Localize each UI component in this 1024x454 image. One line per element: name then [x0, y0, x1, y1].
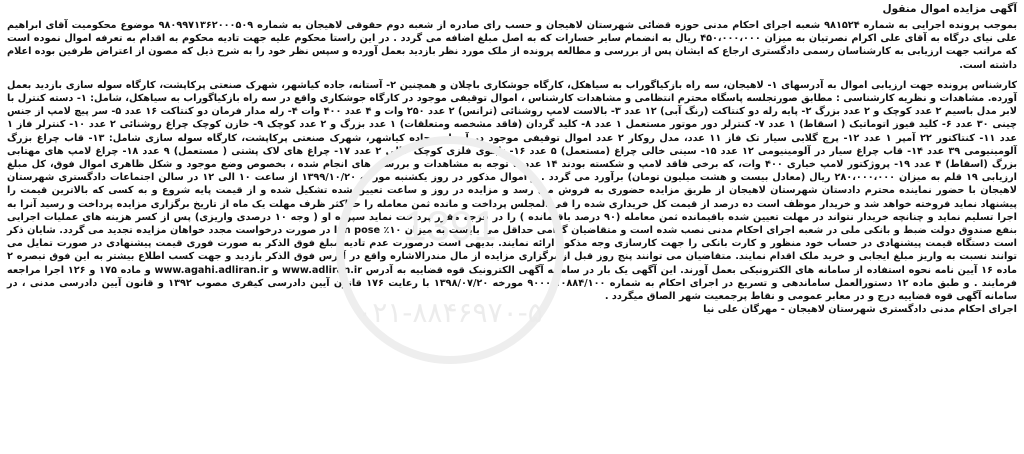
watermark-year-text: 1391 [403, 202, 497, 249]
notice-paragraph-1: بموجب پرونده اجرایی به شماره ۹۸۱۵۲۴ شعبه اجرای احکام مدنی حوزه قضائی شهرستان لاهیجان و حسب رای صادره از شعبه دوم حقوقی لاهیجان به شماره ۹۸۰۹۹۷۱۳۶۲۰۰۰۵۰۹ موضوع محکومیت آقای ابراهیم علی نیای درگاه به آقای علی اکرام نصرتیان به میزان ۴۵۰،۰۰۰،۰۰۰ ریال به انضمام سایر خسارات که به اصل مبلغ اضافه می گردد . در این راستا محکوم علیه جهت تادیه محکوم به اقدام به تعرفه اموال نموده است که مراتب جهت ارزیابی به کارشناسان رسمی دادگستری ارجاع که ایشان پس از بررسی و مطالعه پرونده از ملک مورد نظر بازدید بعمل آورده و سپس نظر خود را به شرح ذیل که مصون از اعتراض طرفین بوده اعلام داشته است. [7, 20, 1018, 71]
notice-signature: اجرای احکام مدنی دادگستری شهرستان لاهیجان - مهرگان علی نیا [703, 304, 1017, 316]
watermark-phone-text: ۰۲۱-۸۸۴۶۹۷۰-۵ [357, 296, 543, 329]
notice-title: آگهی مزایده اموال منقول [882, 3, 1017, 15]
notice-paragraph-2: کارشناس پرونده جهت ارزیابی اموال به آدرسهای ۱- لاهیجان، سه راه بازکیاگوراب به سیاهکل، کارگاه جوشکاری باچلان و همچنین ۲- آستانه، جاده کیاشهر، شهرک صنعتی پرکاپشت، کارگاه سوله سازی بازدید بعمل آورده. مشاهدات و نظریه کارشناسی : مطابق صورتجلسه پاسگاه محترم انتظامی و مشاهدات کارشناس ، اموال توقیفی موجود در کارگاه جوشکاری واقع در سه راه بازکیاگوراب به سیاهکل، شامل: ۱- دسته کنترل با لابر مدل باسیم ۲ عدد کوچک و ۲ عدد بزرگ ۲- پایه رله دو کنتاکت (رنگ آبی) ۱۲ عدد ۳- بالاست لامپ روشنائی (ترانس) ۲ عدد ۲۵۰ وات و ۴ عدد ۴۰۰ وات ۴- رله مدار فرمان دو کنتاکت ۱۶ عدد ۵- سر پیچ لامپ از جنس چینی ۳۰ عدد ۶- کلید فیوز اتوماتیک ( اسقاط) ۱ عدد ۷- کنترلر دور موتور مستعمل ۱ عدد ۸- کلید گردان (فاقد مشخصه ومتعلقات) ۱ عدد بزرگ و ۲ عدد کوچک ۹- خازن کوچک چراغ روشنائی ۲ عدد ۱۰- کنترلر فاز ۱ عدد ۱۱- کنتاکتور ۲۲ آمپر ۱ عدد ۱۲- پرچ گلابی سیار تک فاز ۱۱ عدد، مدل روکار ۲ عدد اموال توقیفی موجود در آستانه، جاده کیاشهر، شهرک صنعتی پرکاپشت، کارگاه سوله سازی شامل: ۱۳- قاب چراغ بزرگ آلومینیومی ۳۹ عدد ۱۴- قاب چراغ سیار در آلومینیومی ۱۲ عدد ۱۵- سینی خالی چراغ (مستعمل) ۵ عدد ۱۶- تابلوی فلزی کوچک خالی ۲ عدد ۱۷- چراغ های لاک پشتی ( مستعمل) ۹ عدد ۱۸- چراغ لامپ های مهتابی بزرگ (اسقاط) ۴ عدد ۱۹- پروژکتور لامپ خیاری ۴۰۰ وات، که برخی فاقد لامپ و شکسته بودند ۱۴ عدد با توجه به مشاهدات و بررسی های انجام شده ، بخصوص وضع موجود و شکل ظاهری اموال فوق، کل مبلغ ارزیابی ۱۹ قلم به میزان ۲۸۰،۰۰۰،۰۰۰ ریال (معادل بیست و هشت میلیون تومان) برآورد می گردد . و اموال مذکور در روز یکشنبه مورخه ۱۳۹۹/۱۰/۲۰ از ساعت ۱۰ الی ۱۲ در سالن اجتماعات دادگستری شهرستان لاهیجان با حضور نماینده محترم دادستان شهرستان لاهیجان از طریق مزایده حضوری به فروش می رسد و مزایده در روز و ساعت تعیین شده تشکیل شده و از قیمت پایه شروع و به کسی که بالاترین قیمت را پیشنهاد نماید فروخته خواهد شد و خریدار موظف است ده درصد از قیمت کل خریداری شده را فی المجلس پرداخت و مانده ثمن معامله را حداکثر ظرف مهلت یک ماه از تاریخ برگزاری مزایده پرداخت و رسید آنرا به اجرا تسلیم نماید و چنانچه خریدار نتواند در مهلت تعیین شده باقیمانده ثمن معامله (۹۰ درصد باقیمانده ) را در فرجه مقرر پرداخت نماید سپرده او ( وجه ۱۰ درصدی واریزی) پس از کسر هزینه های عملیات اجرایی بنفع صندوق دولت ضبط و بانکی ملی در شعبه اجرای احکام مدنی نصب شده است و متقاضیان گرامی حداقل می بایست به میزان ۱۰٪ lan pose در صورت درخواست مجدد خواهان مزایده تجدید می گردد. شایان ذکر است دستگاه قیمت پیشنهادی در حساب خود منظور و کارت بانکی را جهت کارسازی وجه مذکور ارائه نمایند. بدیهی است درصورت عدم تادیه مبلغ فوق الذکر به صورت فوری قیمت پیشنهادی در صورت تمایل می توانند نسبت به واریز مبلغ ایجابی و خرید ملک اقدام نمایند. متقاضیان می توانند پنج روز قبل از برگزاری مزایده از مال مندرالاشاره واقع در آدرس فوق الذکر بازدید و جهت کسب اطلاع بیشتر به این فوق تبصره ۲ ماده ۱۶ آیین نامه نحوه استفاده از سامانه های الکترونیکی بعمل آورند. این آگهی یک بار در سامانه آگهی الکترونیک قوه قضاییه به آدرس www.adliran.ir و www.agahi.adliran.ir و ماده ۱۷۵ و ۱۲۶ اجرا مراجعه فرمایند . و طبق ماده ۱۲ دستورالعمل ساماندهی و تسریع در اجرای احکام به شماره ۹۰۰۰/۱۰۸۸۴/۱۰۰ مورخه ۱۳۹۸/۰۷/۲۰ با رعایت ۱۷۶ قانون آیین دادرسی کیفری مصوب ۱۳۹۲ و قانون آیین دادرسی مدنی ، در سامانه آگهی قوه قضاییه درج و در معابر عمومی و نقاط پرجمعیت شهر الصاق میگردد . [7, 79, 1018, 303]
